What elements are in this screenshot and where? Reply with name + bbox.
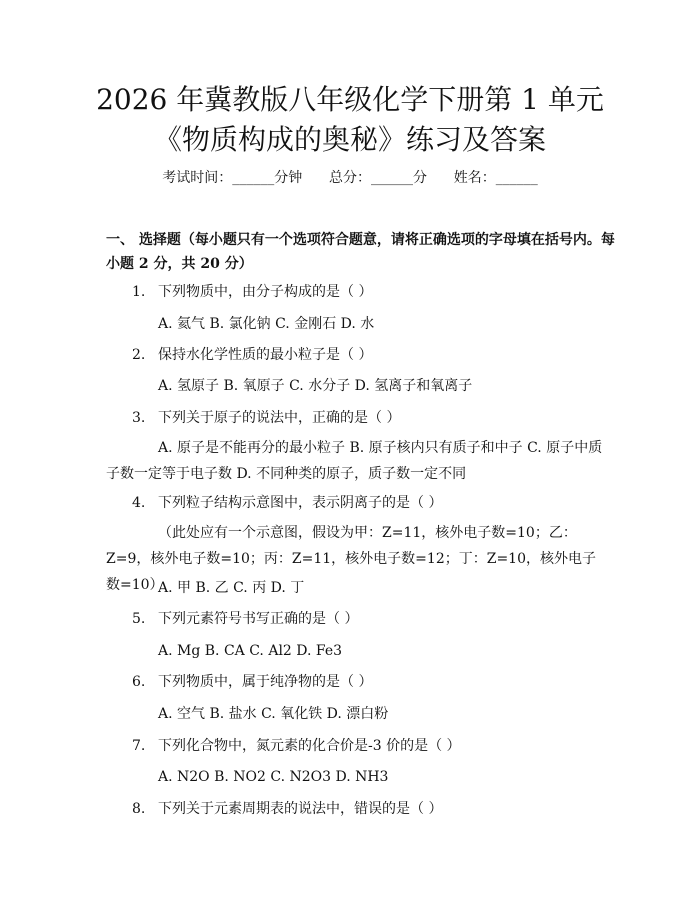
question-6	[132, 672, 372, 692]
question-text: 保持水化学性质的最小粒子是（ ）	[158, 347, 373, 363]
question-number: 4.	[132, 495, 146, 511]
question-8	[132, 799, 442, 819]
question-text: 下列粒子结构示意图中，表示阴离子的是（ ）	[158, 495, 443, 511]
question-5	[132, 609, 358, 629]
question-4-options: A. 甲 B. 乙 C. 丙 D. 丁	[158, 580, 305, 596]
question-4	[132, 493, 442, 513]
name-label: 姓名：	[453, 170, 496, 186]
question-6-options: A. 空气 B. 盐水 C. 氧化铁 D. 漂白粉	[158, 706, 389, 722]
question-text: 下列元素符号书写正确的是（ ）	[158, 611, 359, 627]
name-blank: ______	[495, 170, 538, 186]
question-number: 6.	[132, 674, 146, 690]
question-text: 下列物质中，由分子构成的是（ ）	[158, 284, 373, 300]
time-label: 考试时间：	[162, 170, 233, 186]
question-7	[132, 736, 461, 756]
score-unit: 分	[413, 170, 427, 186]
question-number: 3.	[132, 410, 146, 426]
question-text: 下列关于原子的说法中，正确的是（ ）	[158, 410, 401, 426]
question-1	[132, 282, 372, 302]
question-text: 下列物质中，属于纯净物的是（ ）	[158, 674, 373, 690]
exam-info-line	[0, 168, 700, 188]
score-label: 总分：	[329, 170, 371, 186]
question-number: 8.	[132, 801, 146, 817]
question-text: 下列关于元素周期表的说法中，错误的是（ ）	[158, 801, 443, 817]
question-number: 5.	[132, 611, 146, 627]
question-5-options: A. Mg B. CA C. Al2 D. Fe3	[158, 643, 343, 659]
section-heading: 一、 选择题（每小题只有一个选项符合题意，请将正确选项的字母填在括号内。每小题 2 分，共 20 分）	[106, 232, 615, 272]
document-title: 2026 年冀教版八年级化学下册第 1 单元《物质构成的奥秘》练习及答案	[96, 83, 604, 156]
question-4-note: （此处应有一个示意图，假设为甲：Z=11，核外电子数=10；乙：Z=9，核外电子数=10；丙：Z=11，核外电子数=12；丁：Z=10，核外电子数=10）	[106, 525, 596, 593]
question-2-options: A. 氢原子 B. 氧原子 C. 水分子 D. 氢离子和氧离子	[158, 378, 473, 394]
question-number: 1.	[132, 284, 146, 300]
question-text: 下列化合物中，氮元素的化合价是-3 价的是（ ）	[158, 738, 461, 754]
question-3	[132, 408, 400, 428]
question-2	[132, 345, 372, 365]
question-number: 7.	[132, 738, 146, 754]
time-unit: 分钟	[274, 170, 303, 186]
question-7-options: A. N2O B. NO2 C. N2O3 D. NH3	[158, 769, 389, 785]
score-blank: ______	[371, 170, 413, 186]
question-1-options: A. 氦气 B. 氯化钠 C. 金刚石 D. 水	[158, 316, 375, 332]
question-number: 2.	[132, 347, 146, 363]
time-blank: ______	[232, 170, 275, 186]
question-3-options: A. 原子是不能再分的最小粒子 B. 原子核内只有质子和中子 C. 原子中质子数一定等于电子数 D. 不同种类的原子，质子数一定不同	[106, 440, 603, 482]
